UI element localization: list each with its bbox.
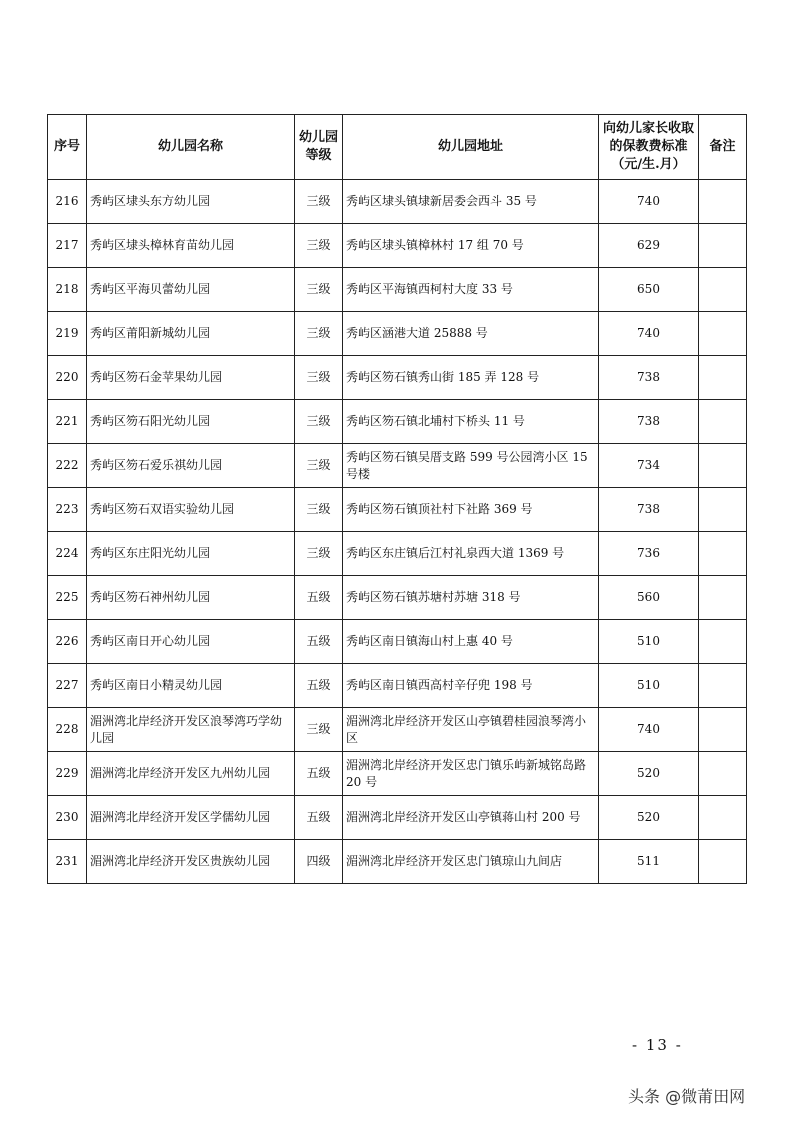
cell-address: 秀屿区埭头镇埭新居委会西斗 35 号	[343, 180, 599, 224]
cell-name: 秀屿区平海贝蕾幼儿园	[87, 268, 295, 312]
cell-level: 五级	[295, 620, 343, 664]
cell-remark	[699, 356, 747, 400]
header-remark: 备注	[699, 115, 747, 180]
cell-level: 三级	[295, 356, 343, 400]
cell-fee: 740	[599, 708, 699, 752]
cell-address: 秀屿区南日镇西高村辛仔兜 198 号	[343, 664, 599, 708]
cell-fee: 740	[599, 312, 699, 356]
cell-remark	[699, 708, 747, 752]
cell-fee: 736	[599, 532, 699, 576]
cell-name: 秀屿区东庄阳光幼儿园	[87, 532, 295, 576]
cell-name: 秀屿区笏石神州幼儿园	[87, 576, 295, 620]
cell-fee: 650	[599, 268, 699, 312]
cell-level: 五级	[295, 576, 343, 620]
cell-fee: 560	[599, 576, 699, 620]
table-row	[48, 488, 747, 532]
cell-address: 秀屿区东庄镇后江村礼泉西大道 1369 号	[343, 532, 599, 576]
cell-level: 三级	[295, 268, 343, 312]
cell-name: 秀屿区笏石金苹果幼儿园	[87, 356, 295, 400]
table-row	[48, 664, 747, 708]
table-row	[48, 576, 747, 620]
cell-name: 秀屿区埭头樟林育苗幼儿园	[87, 224, 295, 268]
table-row	[48, 400, 747, 444]
cell-level: 五级	[295, 796, 343, 840]
header-fee: 向幼儿家长收取的保教费标准（元/生.月）	[599, 115, 699, 180]
cell-remark	[699, 752, 747, 796]
cell-no: 217	[48, 224, 87, 268]
cell-no: 222	[48, 444, 87, 488]
cell-no: 220	[48, 356, 87, 400]
cell-remark	[699, 620, 747, 664]
cell-address: 湄洲湾北岸经济开发区忠门镇琼山九间店	[343, 840, 599, 884]
cell-remark	[699, 400, 747, 444]
cell-address: 湄洲湾北岸经济开发区忠门镇乐屿新城铭岛路 20 号	[343, 752, 599, 796]
cell-fee: 510	[599, 620, 699, 664]
cell-no: 225	[48, 576, 87, 620]
cell-no: 228	[48, 708, 87, 752]
table-row	[48, 752, 747, 796]
cell-address: 秀屿区笏石镇秀山街 185 弄 128 号	[343, 356, 599, 400]
cell-fee: 510	[599, 664, 699, 708]
kindergarten-fee-table-container	[47, 114, 746, 884]
cell-no: 224	[48, 532, 87, 576]
cell-no: 218	[48, 268, 87, 312]
cell-remark	[699, 444, 747, 488]
cell-level: 三级	[295, 180, 343, 224]
cell-name: 湄洲湾北岸经济开发区九州幼儿园	[87, 752, 295, 796]
cell-fee: 511	[599, 840, 699, 884]
table-header-row	[48, 115, 747, 180]
cell-name: 秀屿区南日小精灵幼儿园	[87, 664, 295, 708]
cell-name: 秀屿区莆阳新城幼儿园	[87, 312, 295, 356]
cell-level: 三级	[295, 488, 343, 532]
cell-no: 231	[48, 840, 87, 884]
cell-address: 秀屿区笏石镇苏塘村苏塘 318 号	[343, 576, 599, 620]
cell-fee: 740	[599, 180, 699, 224]
table-row	[48, 708, 747, 752]
cell-fee: 738	[599, 400, 699, 444]
cell-level: 四级	[295, 840, 343, 884]
cell-fee: 738	[599, 356, 699, 400]
cell-remark	[699, 664, 747, 708]
cell-name: 秀屿区南日开心幼儿园	[87, 620, 295, 664]
page-number: - 13 -	[632, 1036, 683, 1054]
cell-level: 三级	[295, 312, 343, 356]
cell-no: 230	[48, 796, 87, 840]
cell-name: 湄洲湾北岸经济开发区浪琴湾巧学幼儿园	[87, 708, 295, 752]
cell-level: 三级	[295, 708, 343, 752]
cell-address: 秀屿区涵港大道 25888 号	[343, 312, 599, 356]
cell-remark	[699, 488, 747, 532]
cell-remark	[699, 796, 747, 840]
cell-remark	[699, 268, 747, 312]
table-row	[48, 444, 747, 488]
table-row	[48, 180, 747, 224]
cell-no: 227	[48, 664, 87, 708]
header-level: 幼儿园等级	[295, 115, 343, 180]
cell-address: 秀屿区笏石镇北埔村下桥头 11 号	[343, 400, 599, 444]
cell-remark	[699, 840, 747, 884]
cell-address: 秀屿区笏石镇吴厝支路 599 号公园湾小区 15 号楼	[343, 444, 599, 488]
kindergarten-fee-table	[47, 114, 747, 884]
cell-level: 三级	[295, 400, 343, 444]
table-row	[48, 620, 747, 664]
table-row	[48, 312, 747, 356]
cell-name: 秀屿区笏石阳光幼儿园	[87, 400, 295, 444]
watermark: 头条 @微莆田网	[628, 1087, 746, 1106]
cell-level: 三级	[295, 444, 343, 488]
cell-level: 三级	[295, 224, 343, 268]
table-row	[48, 356, 747, 400]
cell-address: 秀屿区埭头镇樟林村 17 组 70 号	[343, 224, 599, 268]
header-address: 幼儿园地址	[343, 115, 599, 180]
cell-fee: 520	[599, 796, 699, 840]
cell-remark	[699, 532, 747, 576]
cell-name: 秀屿区埭头东方幼儿园	[87, 180, 295, 224]
cell-no: 226	[48, 620, 87, 664]
cell-no: 219	[48, 312, 87, 356]
cell-name: 湄洲湾北岸经济开发区贵族幼儿园	[87, 840, 295, 884]
cell-address: 秀屿区笏石镇顶社村下社路 369 号	[343, 488, 599, 532]
header-no: 序号	[48, 115, 87, 180]
table-row	[48, 796, 747, 840]
cell-name: 秀屿区笏石双语实验幼儿园	[87, 488, 295, 532]
table-row	[48, 224, 747, 268]
cell-no: 216	[48, 180, 87, 224]
table-row	[48, 840, 747, 884]
cell-no: 223	[48, 488, 87, 532]
cell-address: 秀屿区平海镇西柯村大度 33 号	[343, 268, 599, 312]
cell-address: 湄洲湾北岸经济开发区山亭镇蒋山村 200 号	[343, 796, 599, 840]
cell-remark	[699, 180, 747, 224]
cell-level: 五级	[295, 664, 343, 708]
cell-address: 湄洲湾北岸经济开发区山亭镇碧桂园浪琴湾小区	[343, 708, 599, 752]
cell-no: 229	[48, 752, 87, 796]
cell-level: 五级	[295, 752, 343, 796]
table-row	[48, 532, 747, 576]
cell-name: 湄洲湾北岸经济开发区学儒幼儿园	[87, 796, 295, 840]
header-name: 幼儿园名称	[87, 115, 295, 180]
table-row	[48, 268, 747, 312]
cell-remark	[699, 312, 747, 356]
cell-no: 221	[48, 400, 87, 444]
cell-remark	[699, 224, 747, 268]
cell-fee: 629	[599, 224, 699, 268]
cell-address: 秀屿区南日镇海山村上惠 40 号	[343, 620, 599, 664]
cell-fee: 738	[599, 488, 699, 532]
cell-remark	[699, 576, 747, 620]
cell-fee: 520	[599, 752, 699, 796]
cell-level: 三级	[295, 532, 343, 576]
cell-fee: 734	[599, 444, 699, 488]
cell-name: 秀屿区笏石爱乐祺幼儿园	[87, 444, 295, 488]
